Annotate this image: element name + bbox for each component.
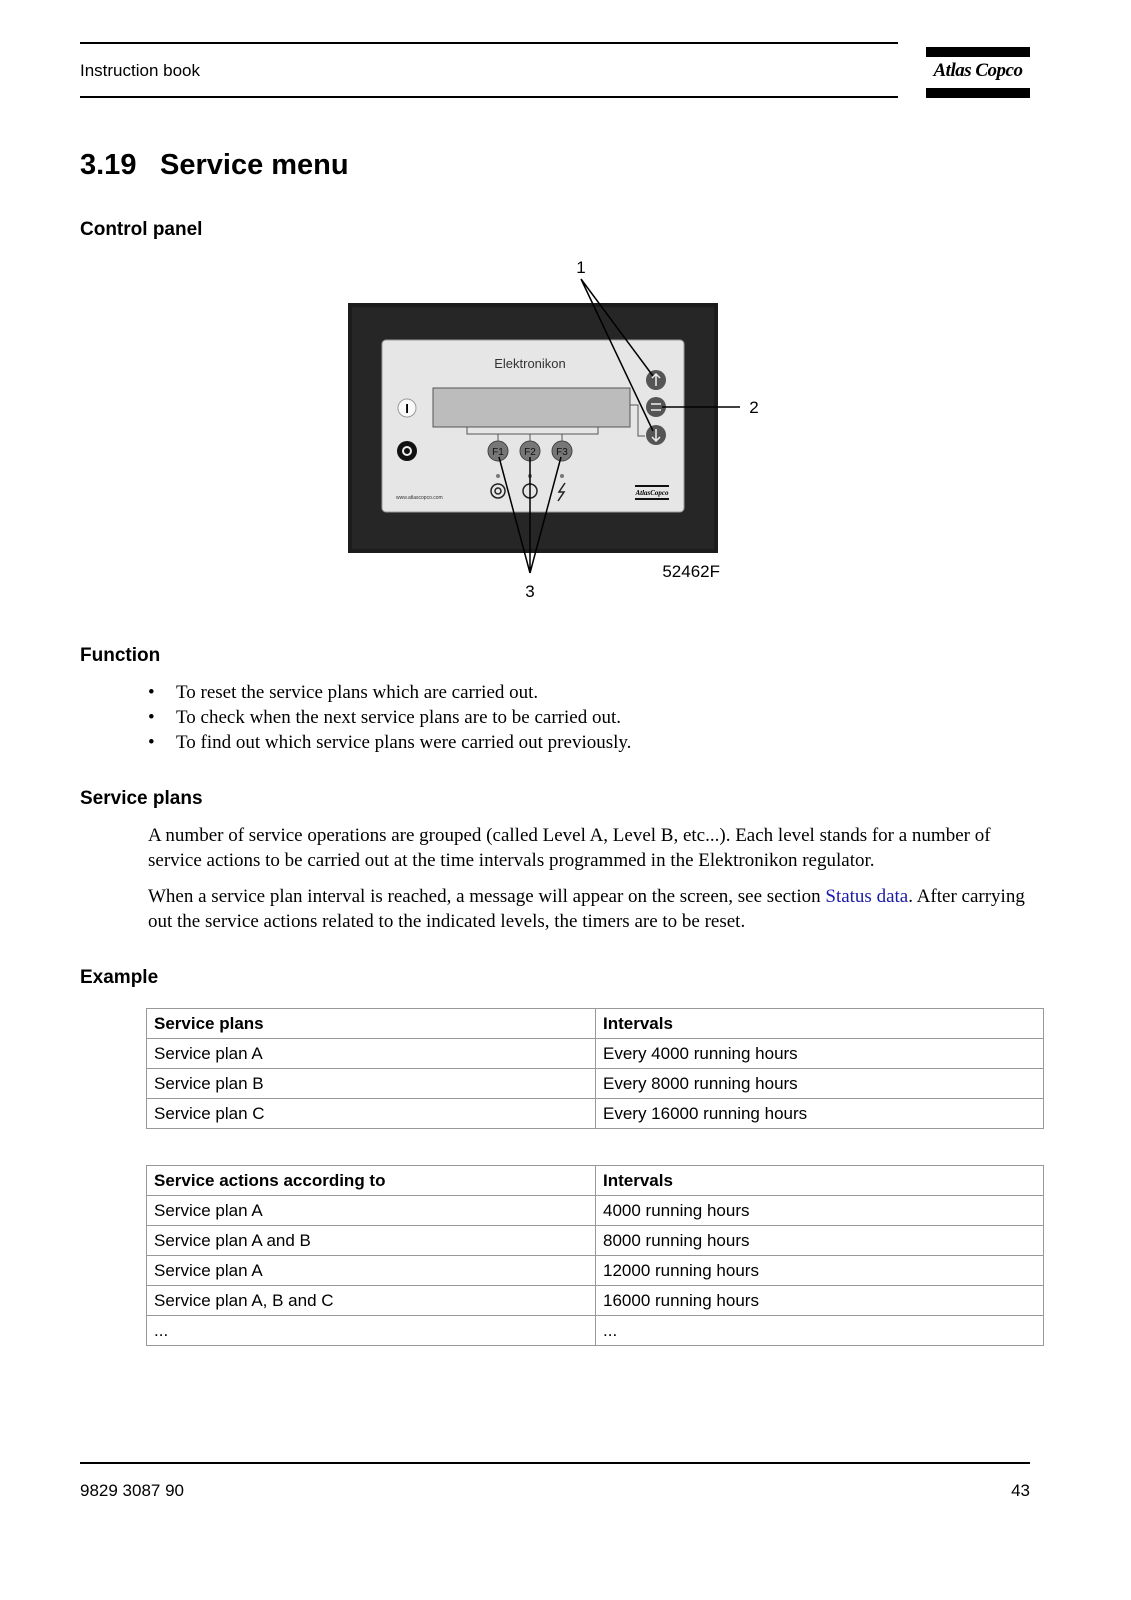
- footer-rule: [80, 1462, 1030, 1464]
- callout-2: 2: [749, 398, 759, 417]
- table-cell: Service plan A: [147, 1196, 596, 1226]
- figure-code: 52462F: [662, 562, 720, 581]
- table-cell: ...: [147, 1316, 596, 1346]
- table-row: [147, 1069, 1044, 1099]
- panel-logo: AtlasCopco: [635, 489, 669, 497]
- table-cell: Service plan A: [147, 1039, 596, 1069]
- document-number: 9829 3087 90: [80, 1481, 184, 1500]
- table-header-cell: Intervals: [596, 1166, 1044, 1196]
- header-rule-top: [80, 42, 898, 44]
- table-cell: ...: [596, 1316, 1044, 1346]
- service-plans-paragraph-2: [148, 884, 1048, 934]
- section-title-text: Service menu: [160, 149, 349, 181]
- service-actions-table: [146, 1165, 1044, 1346]
- table-row: [147, 1286, 1044, 1316]
- table-cell: 12000 running hours: [596, 1256, 1044, 1286]
- paragraph-text: . After carrying out the service actions related to the indicated levels, the timers are to be reset.: [148, 886, 1025, 932]
- function-item: • To check when the next service plans are to be carried out.: [148, 705, 631, 730]
- function-list: [148, 680, 631, 755]
- header-rule-bottom: [80, 96, 898, 98]
- table-cell: Every 4000 running hours: [596, 1039, 1044, 1069]
- table-cell: Every 8000 running hours: [596, 1069, 1044, 1099]
- table-row: [147, 1039, 1044, 1069]
- panel-display: [433, 388, 630, 427]
- table-cell: Service plan A: [147, 1256, 596, 1286]
- section-title: [80, 149, 349, 182]
- control-panel-figure: [340, 255, 780, 615]
- table-cell: Service plan A, B and C: [147, 1286, 596, 1316]
- table-cell: Every 16000 running hours: [596, 1099, 1044, 1129]
- table-cell: 8000 running hours: [596, 1226, 1044, 1256]
- header-title: Instruction book: [80, 61, 201, 80]
- table-row: [147, 1196, 1044, 1226]
- function-key-f3-label: F3: [556, 447, 568, 458]
- callout-3: 3: [525, 582, 535, 601]
- panel-website: www.atlascopco.com: [396, 495, 443, 501]
- table-cell: 16000 running hours: [596, 1286, 1044, 1316]
- function-key-f1-label: F1: [492, 447, 504, 458]
- start-key-label: I: [405, 401, 409, 416]
- page-number: 43: [1011, 1481, 1030, 1500]
- service-plans-table: [146, 1008, 1044, 1129]
- callout-1: 1: [576, 258, 586, 277]
- control-panel-heading: Control panel: [80, 219, 203, 240]
- status-data-link[interactable]: Status data: [825, 886, 909, 907]
- table-row: [147, 1226, 1044, 1256]
- table-cell: 4000 running hours: [596, 1196, 1044, 1226]
- panel-brand-text: Elektronikon: [494, 356, 566, 371]
- section-number: 3.19: [80, 149, 137, 181]
- service-plans-paragraph-1: A number of service operations are grouped (called Level A, Level B, etc...). Each level stands for a number of service actions to be carried out at the time intervals programmed in the Elektronikon regulator.: [148, 825, 991, 871]
- table-row: [147, 1256, 1044, 1286]
- service-plans-heading: Service plans: [80, 788, 203, 809]
- function-key-f2-label: F2: [524, 447, 536, 458]
- table-row: [147, 1316, 1044, 1346]
- table-header-cell: Service plans: [147, 1009, 596, 1039]
- function-heading: Function: [80, 645, 161, 666]
- function-item: • To find out which service plans were carried out previously.: [148, 730, 631, 755]
- stop-key: [397, 441, 417, 461]
- atlas-copco-logo: [926, 47, 1030, 99]
- table-row: [147, 1099, 1044, 1129]
- table-cell: Service plan A and B: [147, 1226, 596, 1256]
- example-heading: Example: [80, 967, 159, 988]
- table-cell: Service plan C: [147, 1099, 596, 1129]
- control-panel-illustration: [340, 255, 780, 615]
- table-header-cell: Service actions according to: [147, 1166, 596, 1196]
- table-cell: Service plan B: [147, 1069, 596, 1099]
- paragraph-text: When a service plan interval is reached, a message will appear on the screen, see section: [148, 886, 826, 907]
- function-item: • To reset the service plans which are carried out.: [148, 680, 631, 705]
- table-header-row: [147, 1009, 1044, 1039]
- table-header-row: [147, 1166, 1044, 1196]
- table-header-cell: Intervals: [596, 1009, 1044, 1039]
- logo-text: Atlas Copco: [933, 60, 1023, 81]
